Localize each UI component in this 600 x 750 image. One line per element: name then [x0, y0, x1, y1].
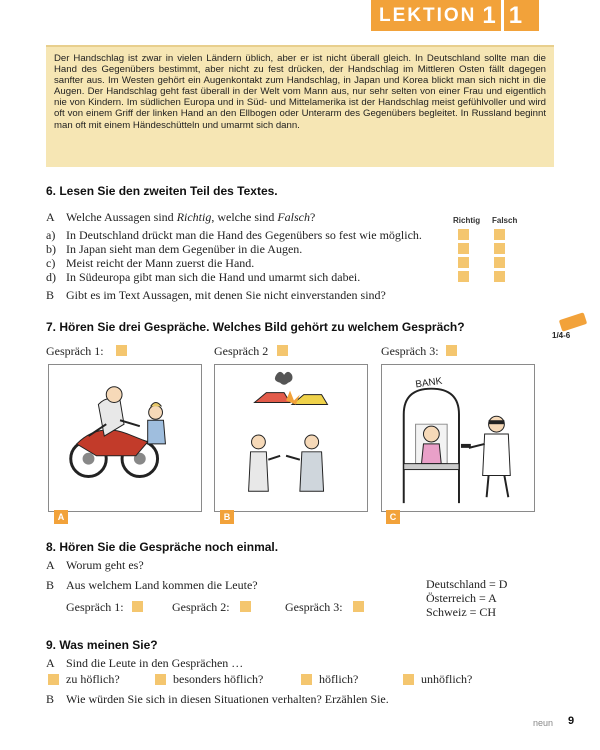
picture-b [214, 364, 368, 512]
falsch-word: Falsch [277, 210, 311, 224]
checkbox-a-richtig[interactable] [458, 229, 469, 240]
chapter-number: 1 [482, 1, 496, 29]
statement-c [46, 256, 254, 270]
option-hoeflich: höflich? [319, 672, 359, 686]
country-deutschland: Deutschland = D [426, 577, 508, 591]
audio-track-badge [552, 316, 586, 340]
conv-2-answer-box[interactable] [277, 345, 288, 356]
checkbox-d-falsch[interactable] [494, 271, 505, 282]
exercise-8-a-label: A [46, 558, 55, 572]
exercise-6-title: 6. Lesen Sie den zweiten Teil des Textes. [46, 184, 278, 198]
statement-text: Meist reicht der Mann zuerst die Hand. [66, 256, 255, 270]
ex8-conv-2-box[interactable] [240, 601, 251, 612]
statement-b [46, 242, 302, 256]
exercise-9-a [46, 656, 243, 670]
audio-cd-icon [559, 312, 587, 331]
exercise-6-a-label: A [46, 210, 55, 224]
page-word: neun [533, 718, 554, 728]
conv-1-label: Gespräch 1: [46, 344, 104, 358]
conv-1-answer-box[interactable] [116, 345, 127, 356]
option-besonders-hoeflich-box[interactable] [155, 674, 166, 685]
checkbox-c-falsch[interactable] [494, 257, 505, 268]
reading-text: Der Handschlag ist zwar in vielen Ländern üblich, aber er ist nicht überall gleich. In Deutschland sollte man die Hand des Gegenübers bestimmt, aber nicht zu fest drücken, der Handschlag im Mittleren Osten fällt dagegen sanfter aus. Im Westen gehört ein Augenkontakt zum Handschlag, in Japan und Korea blickt man sich nicht in die Augen. Der Handschlag geht fast überall in der Welt vom Mann aus, nur sehr selten von einer Frau und eigentlich nie von Kindern. Im südlichen Europa und in Süd- und Mittelamerika ist der Handschlag meist gefühlvoller und wird oft von einem Griff der linken Hand an den Ellbogen oder Unterarm des Gegenübers begleitet. In Russland beginnt man oft mit einem Händeschütteln und umarmt sich dann. [54, 53, 546, 131]
picture-c [381, 364, 535, 512]
lesson-word: LEKTION [379, 4, 477, 26]
ex8-conv-1-label: Gespräch 1: [66, 600, 124, 614]
option-unhoeflich: unhöflich? [421, 672, 473, 686]
exercise-9-b-label: B [46, 692, 55, 706]
exercise-6-b-label: B [46, 288, 55, 302]
country-oesterreich: Österreich = A [426, 591, 497, 605]
picture-c-letter: C [386, 510, 400, 524]
instruction-text-3: ? [310, 210, 316, 224]
checkbox-b-falsch[interactable] [494, 243, 505, 254]
statement-text: In Südeuropa gibt man sich die Hand und umarmt sich dabei. [66, 270, 361, 284]
option-zu-hoeflich-box[interactable] [48, 674, 59, 685]
statement-label: c) [46, 256, 56, 270]
conv-2-label: Gespräch 2 [214, 344, 269, 358]
page-number: 9 [568, 715, 575, 727]
exercise-8-a-text: Worum geht es? [66, 558, 144, 572]
exercise-6-b-text: Gibt es im Text Aussagen, mit denen Sie nicht einverstanden sind? [66, 288, 386, 302]
audio-track-number: 1/4-6 [552, 331, 571, 340]
exercise-6-instruction [46, 210, 315, 224]
header-divider [501, 0, 504, 31]
ex8-conv-3-box[interactable] [353, 601, 364, 612]
country-schweiz: Schweiz = CH [426, 605, 497, 619]
picture-a-letter: A [54, 510, 68, 524]
conv-3-label: Gespräch 3: [381, 344, 439, 358]
exercise-9-a-text: Sind die Leute in den Gesprächen … [66, 656, 244, 670]
option-besonders-hoeflich: besonders höflich? [173, 672, 264, 686]
checkbox-c-richtig[interactable] [458, 257, 469, 268]
exercise-9-b [46, 692, 389, 706]
checkbox-b-richtig[interactable] [458, 243, 469, 254]
bank-sign: BANK [414, 375, 443, 391]
reading-text-box [46, 45, 554, 167]
exercise-8-b [46, 578, 258, 592]
picture-b-letter: B [220, 510, 234, 524]
lesson-number: 1 [508, 1, 523, 29]
bank-robbery-illustration [382, 365, 534, 511]
checkbox-d-richtig[interactable] [458, 271, 469, 282]
statement-label: a) [46, 228, 56, 242]
exercise-9-title: 9. Was meinen Sie? [46, 638, 158, 652]
statement-label: b) [46, 242, 56, 256]
exercise-8-a [46, 558, 144, 572]
statement-d [46, 270, 360, 284]
conv-3-answer-box[interactable] [446, 345, 457, 356]
exercise-8-title: 8. Hören Sie die Gespräche noch einmal. [46, 540, 279, 554]
exercise-9-b-text: Wie würden Sie sich in diesen Situationen verhalten? Erzählen Sie. [66, 692, 389, 706]
statement-text: In Japan sieht man dem Gegenüber in die Augen. [66, 242, 303, 256]
instruction-text-2: , welche sind [211, 210, 278, 224]
exercise-8-b-text: Aus welchem Land kommen die Leute? [66, 578, 258, 592]
column-richtig: Richtig [453, 216, 481, 225]
checkbox-a-falsch[interactable] [494, 229, 505, 240]
column-falsch: Falsch [492, 216, 518, 225]
lesson-header [371, 0, 539, 31]
ex8-conv-3-label: Gespräch 3: [285, 600, 343, 614]
instruction-text-1: Welche Aussagen sind [66, 210, 177, 224]
statement-a [46, 228, 422, 242]
picture-a [48, 364, 202, 512]
exercise-7-title: 7. Hören Sie drei Gespräche. Welches Bild gehört zu welchem Gespräch? [46, 320, 465, 334]
exercise-9-a-label: A [46, 656, 55, 670]
option-hoeflich-box[interactable] [301, 674, 312, 685]
richtig-word: Richtig [176, 210, 212, 224]
ex8-conv-2-label: Gespräch 2: [172, 600, 230, 614]
statement-label: d) [46, 270, 56, 284]
ex8-conv-1-box[interactable] [132, 601, 143, 612]
option-zu-hoeflich: zu höflich? [66, 672, 120, 686]
exercise-6-b [46, 288, 386, 302]
motorcycle-illustration [49, 365, 201, 511]
option-unhoeflich-box[interactable] [403, 674, 414, 685]
statement-text: In Deutschland drückt man die Hand des Gegenübers so fest wie möglich. [66, 228, 422, 242]
exercise-8-b-label: B [46, 578, 55, 592]
car-accident-illustration [215, 365, 367, 511]
